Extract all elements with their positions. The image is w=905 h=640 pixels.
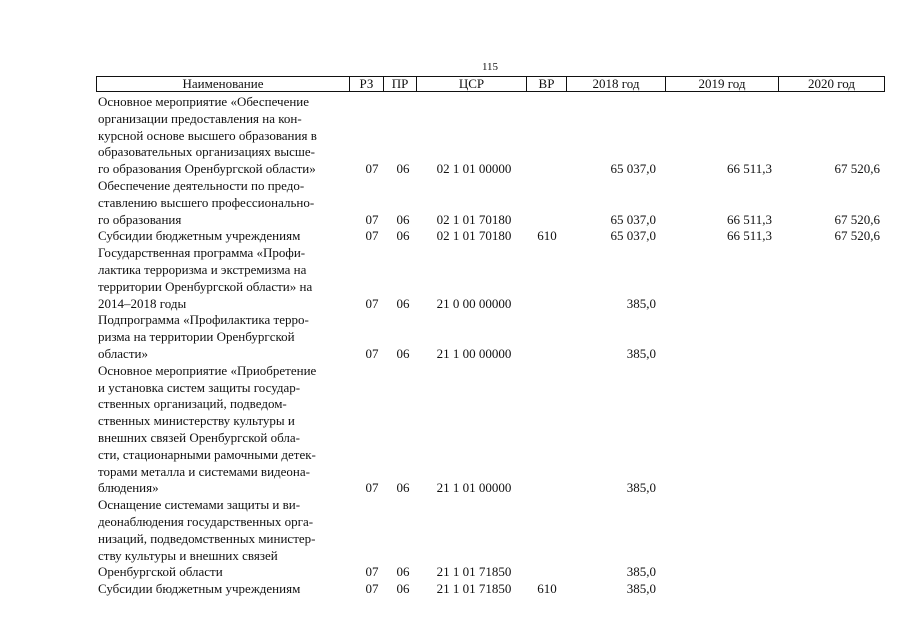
row-name-line: ству культуры и внешних связей [98,547,278,563]
row-name [98,581,348,598]
cell-vr: 610 [537,228,557,244]
cell-csr: 21 1 01 00000 [436,480,512,496]
cell-csr: 21 1 01 71850 [436,564,512,580]
row-name-line: области» [98,345,148,361]
cell-y2020: 67 520,6 [834,211,880,227]
cell-y2020: 67 520,6 [834,228,880,244]
cell-pr: 06 [396,564,410,580]
cell-rz: 07 [365,295,379,311]
table-row [0,94,905,178]
cell-pr: 06 [396,581,410,597]
header-pr: ПР [383,77,416,91]
row-name-line: территории Оренбургской области» на [98,278,313,294]
cell-y2019: 66 511,3 [726,228,772,244]
cell-y2018: 385,0 [626,345,656,361]
row-name-line: ственных министерству культуры и [98,413,295,429]
row-name-line: Обеспечение деятельности по предо- [98,178,305,193]
row-name-line: Подпрограмма «Профилактика терро- [98,312,309,328]
cell-pr: 06 [396,345,410,361]
row-name [98,497,348,581]
header-2019: 2019 год [665,77,778,91]
cell-csr: 21 1 00 00000 [436,345,512,361]
table-row [0,363,905,497]
row-name-line: низаций, подведомственных министер- [98,530,316,546]
row-name [98,178,348,228]
cell-y2018: 385,0 [626,295,656,311]
cell-y2019: 66 511,3 [726,211,772,227]
row-name-line: Оренбургской области [98,564,223,580]
row-name-line: внешних связей Оренбургской обла- [98,429,300,445]
cell-rz: 07 [365,345,379,361]
row-name-line: образовательных организациях высше- [98,144,315,160]
row-name-line: ризма на территории Оренбургской [98,329,295,345]
cell-y2020: 67 520,6 [834,161,880,177]
cell-csr: 02 1 01 70180 [436,211,512,227]
row-name-line: 2014–2018 годы [98,295,187,311]
table-row [0,245,905,312]
cell-vr: 610 [537,581,557,597]
row-name-line: и установка систем защиты государ- [98,379,301,395]
table-row [0,497,905,581]
cell-pr: 06 [396,211,410,227]
row-name-line: Основное мероприятие «Обеспечение [98,94,310,109]
row-name [98,228,348,245]
header-vr: ВР [526,77,566,91]
cell-rz: 07 [365,480,379,496]
page-number: 115 [481,61,499,73]
cell-csr: 02 1 01 70180 [436,228,512,244]
cell-rz: 07 [365,228,379,244]
row-name-line: Субсидии бюджетным учреждениям [98,581,301,597]
cell-pr: 06 [396,161,410,177]
header-rz: РЗ [349,77,383,91]
row-name-line: го образования [98,211,182,227]
row-name-line: Государственная программа «Профи- [98,245,306,261]
cell-csr: 02 1 01 00000 [436,161,512,177]
row-name-line: ственных организаций, подведом- [98,396,287,412]
cell-rz: 07 [365,564,379,580]
header-2020: 2020 год [778,77,884,91]
cell-y2018: 65 037,0 [610,161,656,177]
table-row [0,312,905,362]
cell-rz: 07 [365,161,379,177]
row-name-line: лактика терроризма и экстремизма на [98,261,307,277]
header-csr: ЦСР [416,77,526,91]
row-name-line: деонаблюдения государственных орга- [98,513,314,529]
row-name-line: Субсидии бюджетным учреждениям [98,228,301,244]
cell-y2018: 65 037,0 [610,228,656,244]
table-row [0,228,905,245]
cell-pr: 06 [396,480,410,496]
cell-pr: 06 [396,295,410,311]
row-name-line: Основное мероприятие «Приобретение [98,362,317,378]
table-row [0,178,905,228]
header-2018: 2018 год [566,77,665,91]
row-name-line: курсной основе высшего образования в [98,127,317,143]
row-name [98,94,348,178]
cell-rz: 07 [365,581,379,597]
row-name [98,245,348,312]
row-name-line: Оснащение системами защиты и ви- [98,497,301,513]
row-name-line: сти, стационарными рамочными детек- [98,446,316,462]
row-name-line: го образования Оренбургской области» [98,161,316,177]
row-name [98,363,348,497]
cell-y2018: 65 037,0 [610,211,656,227]
row-name-line: ставлению высшего профессионально- [98,194,315,210]
cell-pr: 06 [396,228,410,244]
cell-csr: 21 0 00 00000 [436,295,512,311]
cell-y2019: 66 511,3 [726,161,772,177]
cell-y2018: 385,0 [626,564,656,580]
table-row [0,581,905,598]
header-name: Наименование [182,76,264,91]
cell-y2018: 385,0 [626,581,656,597]
row-name [98,312,348,362]
cell-y2018: 385,0 [626,480,656,496]
row-name-line: организации предоставления на кон- [98,110,302,126]
cell-rz: 07 [365,211,379,227]
cell-csr: 21 1 01 71850 [436,581,512,597]
row-name-line: блюдения» [98,480,159,496]
row-name-line: торами металла и системами видеона- [98,463,310,479]
